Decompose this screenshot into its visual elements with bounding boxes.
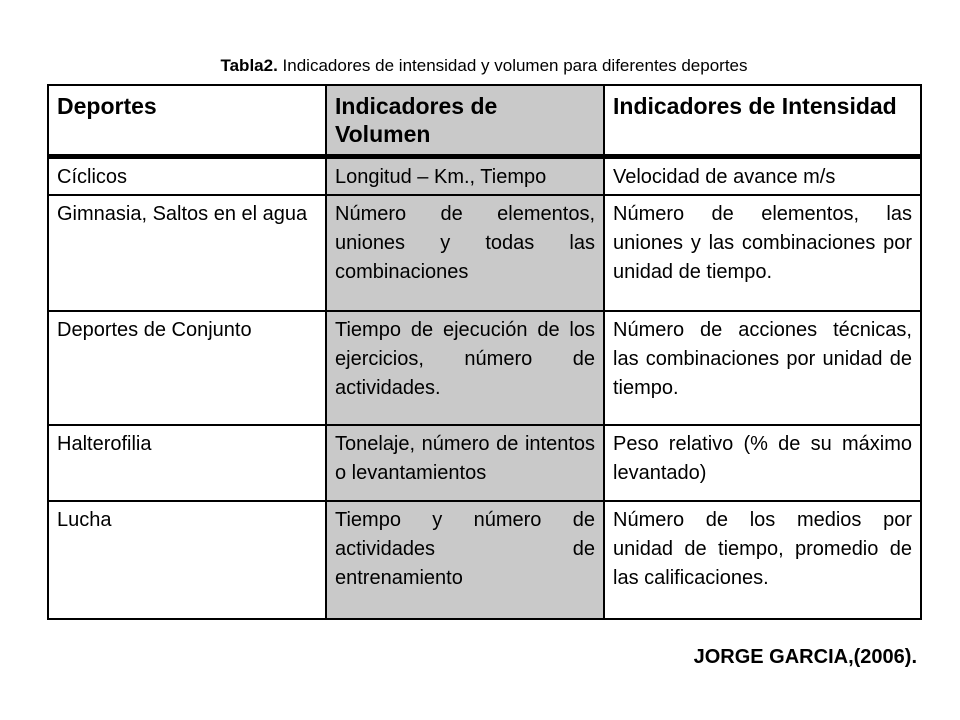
cell-volume: Longitud – Km., Tiempo [326,157,604,196]
header-deportes: Deportes [48,85,326,157]
caption-text: Indicadores de intensidad y volumen para diferentes deportes [282,56,748,75]
cell-intensity: Número de elementos, las uniones y las combinaciones por unidad de tiempo. [604,195,921,311]
table-row [48,195,921,311]
header-intensidad: Indicadores de Intensidad [604,85,921,157]
header-volumen: Indicadores de Volumen [326,85,604,157]
caption-lead: Tabla2. [220,56,278,75]
table-row [48,157,921,196]
cell-volume: Tonelaje, número de intentos o levantamientos [326,425,604,501]
cell-sport: Lucha [48,501,326,619]
table-row [48,425,921,501]
author-citation: JORGE GARCIA,(2006). [693,646,917,668]
cell-intensity: Peso relativo (% de su máximo levantado) [604,425,921,501]
cell-sport: Halterofilia [48,425,326,501]
cell-sport: Cíclicos [48,157,326,196]
table-row [48,311,921,425]
cell-intensity: Número de acciones técnicas, las combinaciones por unidad de tiempo. [604,311,921,425]
cell-volume: Número de elementos, uniones y todas las combinaciones [326,195,604,311]
indicators-table-container [47,84,920,589]
cell-intensity: Número de los medios por unidad de tiempo, promedio de las calificaciones. [604,501,921,619]
cell-sport: Gimnasia, Saltos en el agua [48,195,326,311]
cell-volume: Tiempo y número de actividades de entrenamiento [326,501,604,619]
cell-sport: Deportes de Conjunto [48,311,326,425]
indicators-table [47,84,922,620]
cell-intensity: Velocidad de avance m/s [604,157,921,196]
table-row [48,501,921,619]
table-header-row [48,85,921,157]
cell-volume: Tiempo de ejecución de los ejercicios, número de actividades. [326,311,604,425]
table-caption [48,56,920,76]
